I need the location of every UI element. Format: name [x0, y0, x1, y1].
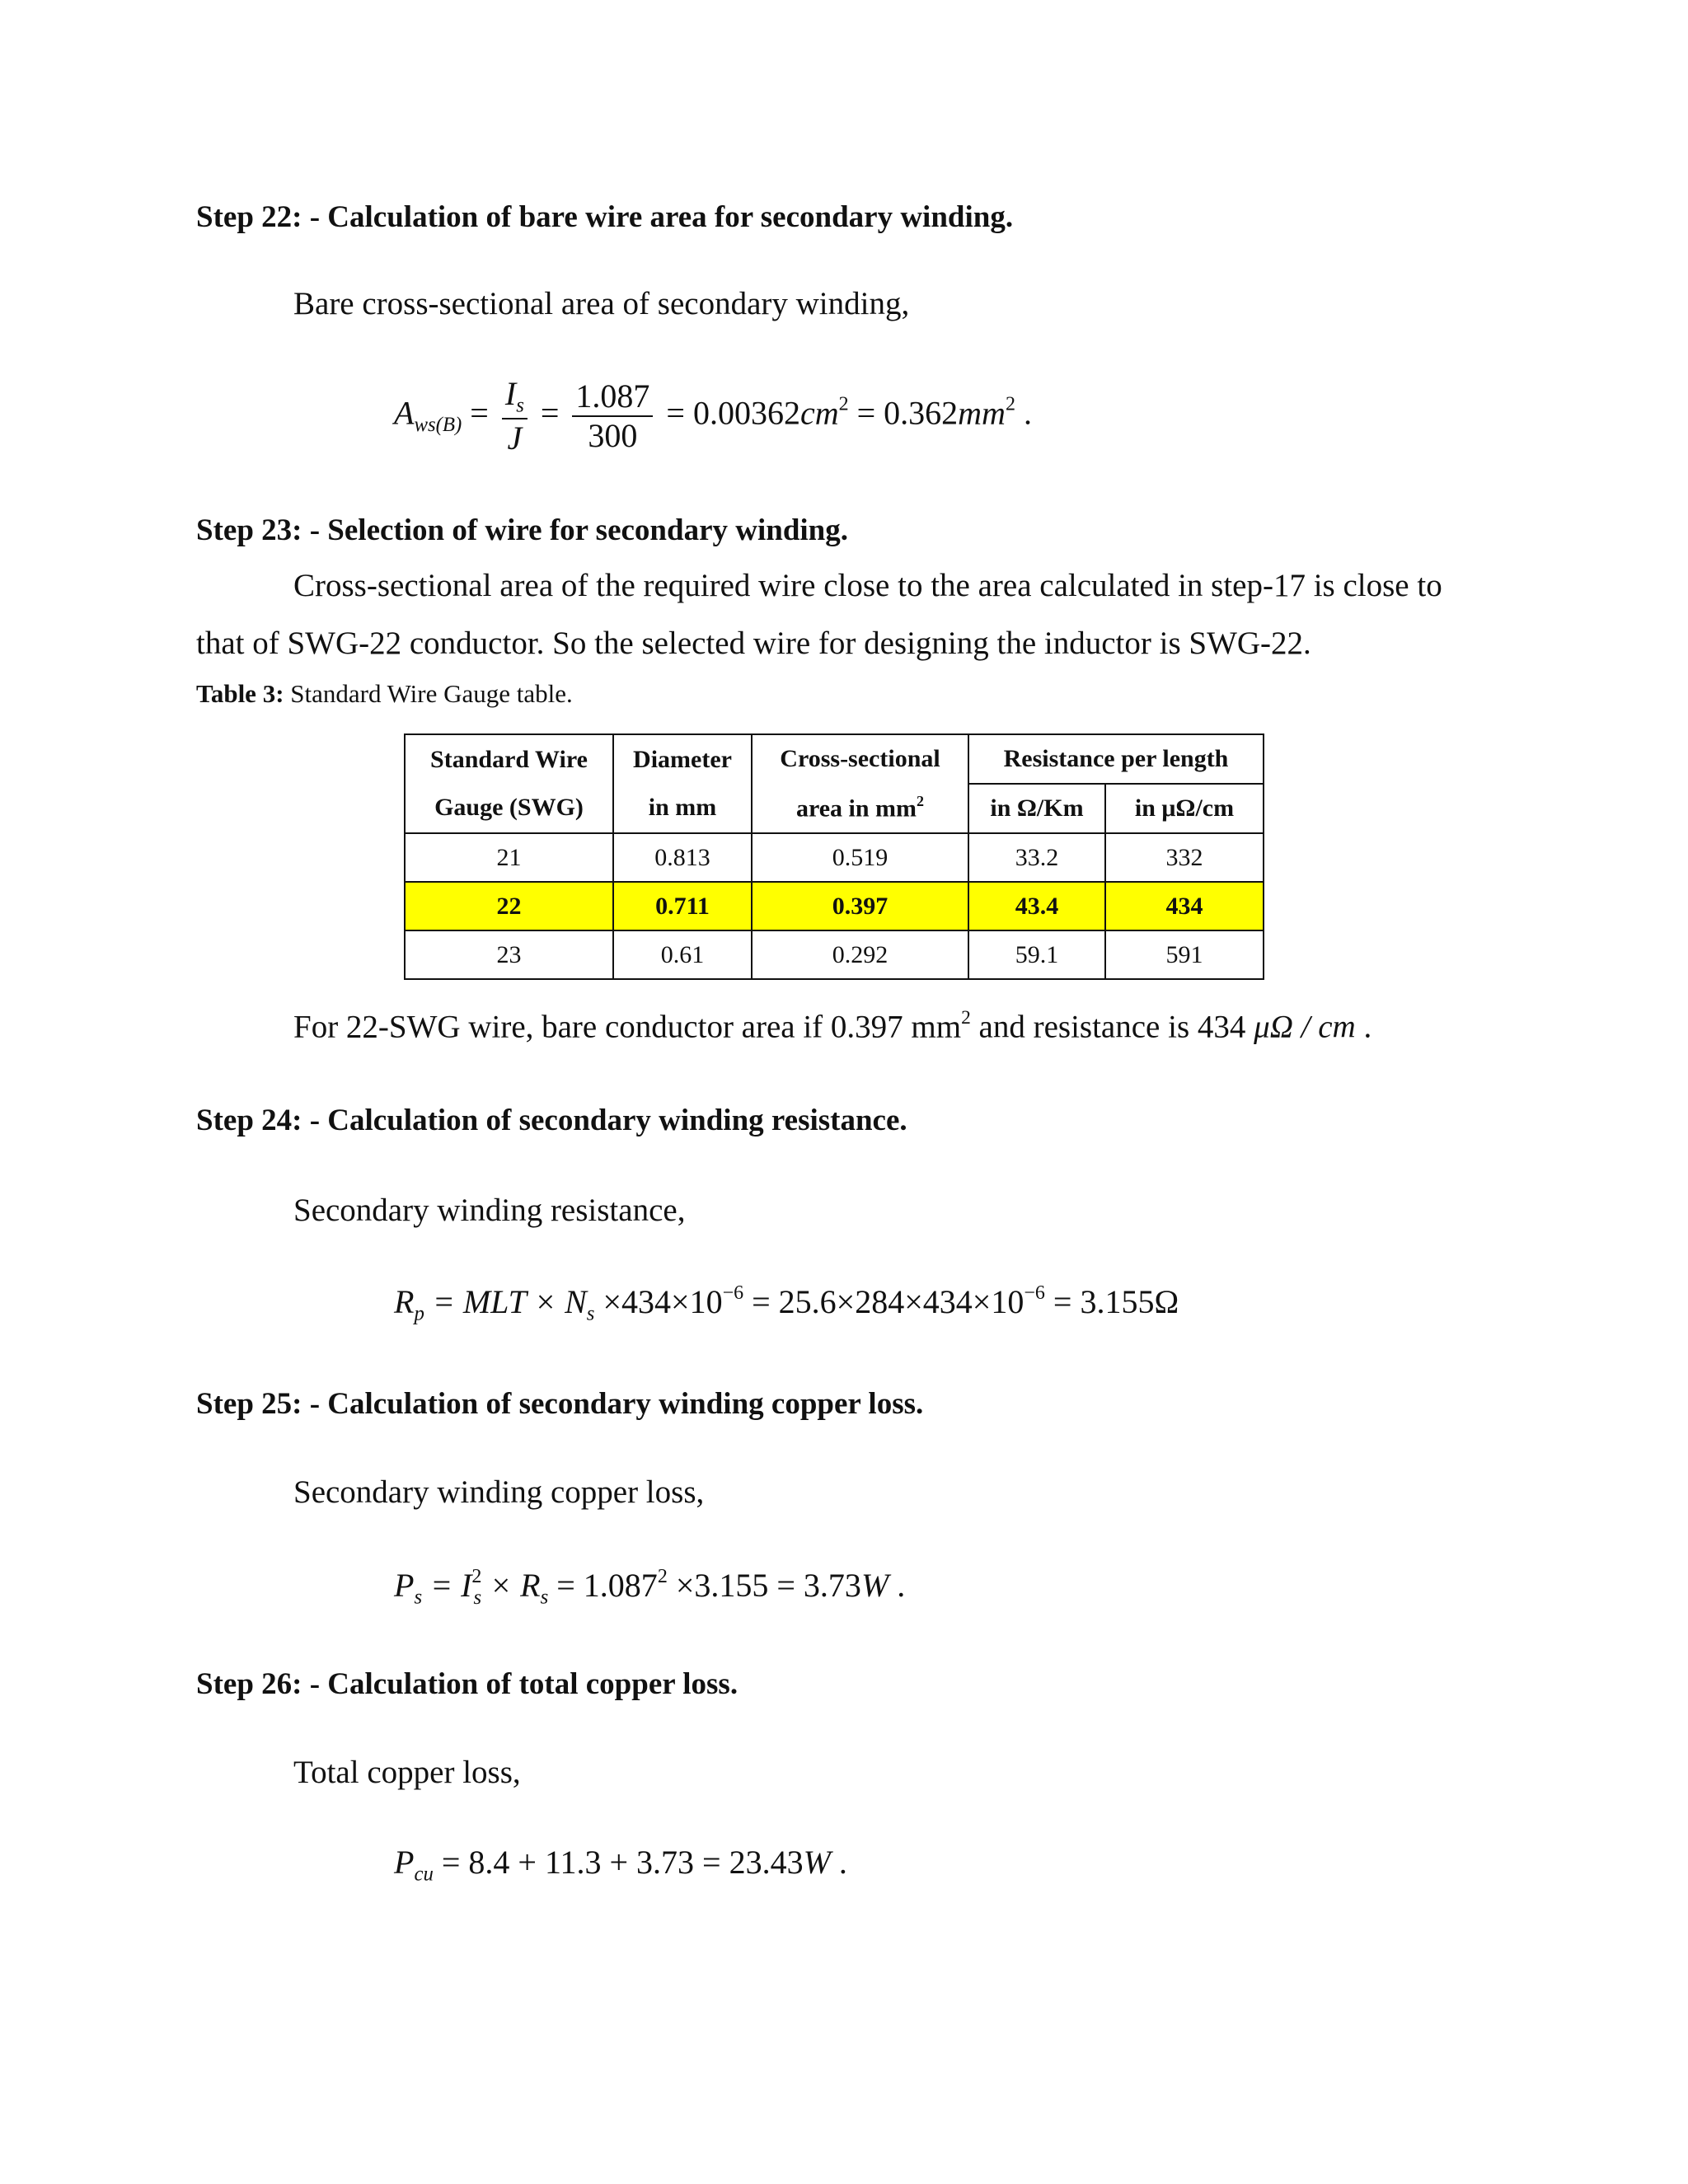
cell-uohm-cm: 332 [1105, 833, 1264, 882]
eq-result2: = 0.362 [856, 394, 959, 432]
header-uohm-cm: in μΩ/cm [1105, 784, 1264, 833]
eq-unit2: mm [958, 394, 1006, 432]
header-resistance: Resistance per length [968, 734, 1264, 784]
eq-lhs: A [394, 394, 415, 432]
frac-num-sub: s [516, 394, 524, 417]
step25-intro: Secondary winding copper loss, [293, 1474, 705, 1510]
cell-diameter: 0.61 [613, 930, 752, 979]
step25-equation: $P_s = I^2_s \times R_s = 1.087^2 \times 3.155 = 3.73W$ . [394, 1566, 906, 1609]
cell-diameter: 0.711 [613, 882, 752, 930]
table-header-row [405, 734, 1264, 784]
caption-label: Table 3: [196, 679, 284, 708]
table-row-highlighted [405, 882, 1264, 930]
cell-ohm-km: 43.4 [968, 882, 1105, 930]
header-ohm-km: in Ω/Km [968, 784, 1105, 833]
cell-area: 0.519 [752, 833, 968, 882]
eq-end: . [1023, 394, 1032, 432]
caption-text: Standard Wire Gauge table. [284, 679, 573, 708]
table-row [405, 930, 1264, 979]
header-diameter: Diameter in mm [613, 734, 752, 833]
swg-table [404, 733, 1264, 980]
cell-swg: 23 [405, 930, 613, 979]
step26-equation: $P_{cu} = 8.4 + 11.3 + 3.73 = 23.43W$ . [394, 1844, 847, 1886]
step24-equation: $R_p$ = MLT × $N_s \times 434\times 10^{-6} = 25.6\times 284\times 434\times 10^{-6} = 3.155\Omega$ [394, 1282, 1179, 1325]
header-swg: Standard Wire Gauge (SWG) [405, 734, 613, 833]
cell-area: 0.397 [752, 882, 968, 930]
cell-ohm-km: 59.1 [968, 930, 1105, 979]
step22-heading: Step 22: - Calculation of bare wire area for secondary winding. [196, 200, 1014, 234]
step23-para-line2: that of SWG-22 conductor. So the selected wire for designing the inductor is SWG-22. [196, 626, 1311, 661]
eq-lhs-sub: ws(B) [414, 413, 462, 436]
table-caption [196, 679, 573, 709]
cell-diameter: 0.813 [613, 833, 752, 882]
frac-num: I [504, 375, 517, 412]
swg22-note: For 22-SWG wire, bare conductor area if 0.397 $mm^2$ and resistance is 434 μΩ / cm . [293, 1007, 1372, 1045]
frac-is-j [502, 375, 528, 457]
step23-para-line1: Cross-sectional area of the required wire close to the area calculated in step-17 is close to [293, 568, 1442, 603]
frac-den-value: 300 [588, 417, 638, 455]
frac-num-value: 1.087 [572, 377, 653, 417]
cell-swg: 21 [405, 833, 613, 882]
step22-intro: Bare cross-sectional area of secondary winding, [293, 286, 910, 321]
cell-swg: 22 [405, 882, 613, 930]
step24-heading: Step 24: - Calculation of secondary winding resistance. [196, 1104, 907, 1137]
step24-intro: Secondary winding resistance, [293, 1193, 686, 1228]
eq-unit1: cm [799, 394, 839, 432]
cell-uohm-cm: 591 [1105, 930, 1264, 979]
step23-heading: Step 23: - Selection of wire for secondary winding. [196, 513, 849, 547]
table-row [405, 833, 1264, 882]
header-area: Cross-sectional area in $mm^2$ [752, 734, 968, 833]
step26-heading: Step 26: - Calculation of total copper loss. [196, 1667, 738, 1701]
frac-values [572, 377, 653, 455]
cell-ohm-km: 33.2 [968, 833, 1105, 882]
eq-result1: = 0.00362 [666, 394, 800, 432]
cell-area: 0.292 [752, 930, 968, 979]
cell-uohm-cm: 434 [1105, 882, 1264, 930]
frac-den: J [507, 419, 523, 457]
step26-intro: Total copper loss, [293, 1755, 521, 1790]
step25-heading: Step 25: - Calculation of secondary winding copper loss. [196, 1387, 924, 1421]
step22-equation: $A_{ws(B)}$ = $\frac{I_s}{J}$ = $\frac{1.087}{300}$ = $0.00362cm^2 = 0.362mm^2$ . [394, 375, 1032, 457]
